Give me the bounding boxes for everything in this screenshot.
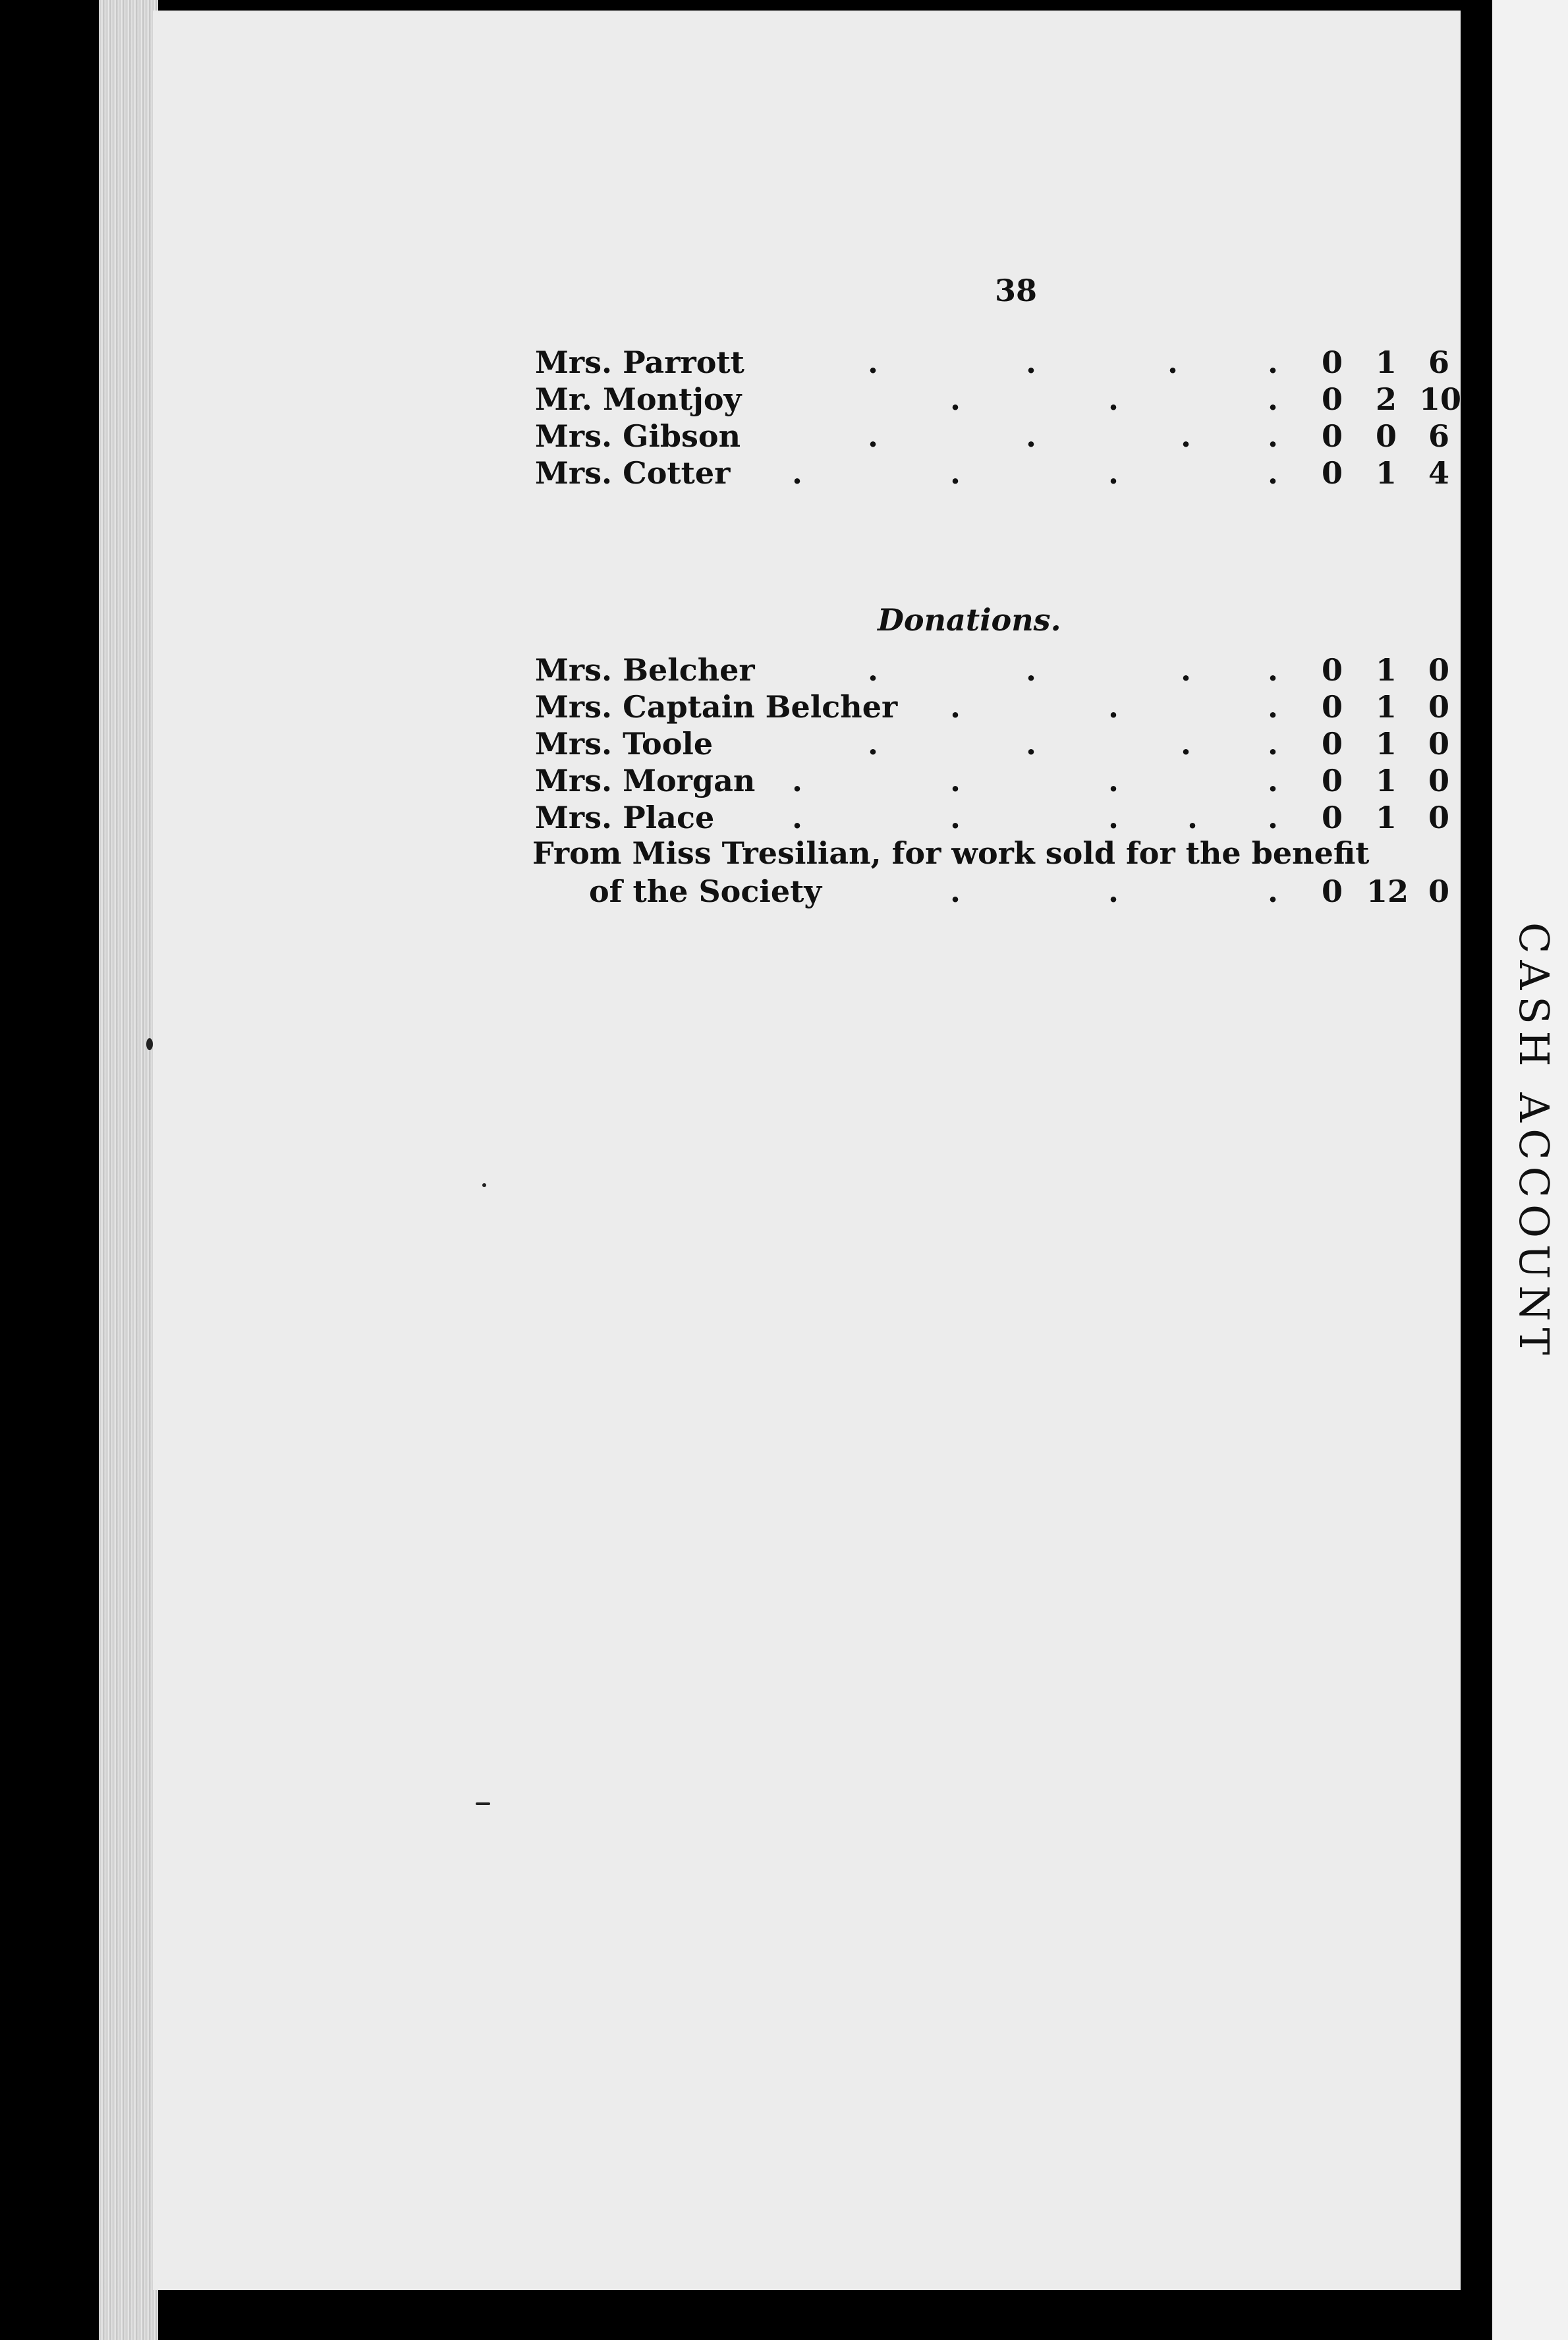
leader-dots: . . . .: [868, 652, 1279, 688]
page-number: 38: [994, 273, 1037, 308]
contributor-name: Mrs. Cotter: [535, 455, 731, 491]
amount-shillings: 1: [1375, 763, 1397, 798]
list-item: [535, 380, 1462, 418]
entry-description: From Miss Tresilian, for work sold for the benefit: [532, 835, 1370, 871]
amount-shillings: 1: [1375, 652, 1397, 688]
amount-shillings: 1: [1375, 726, 1397, 762]
amount-pence: 6: [1428, 418, 1449, 454]
amount-pence: 4: [1428, 455, 1449, 491]
leader-dots: . . . .: [868, 345, 1279, 380]
amount-pounds: 0: [1321, 381, 1343, 417]
contributor-name: Mrs. Belcher: [535, 652, 755, 688]
left-page: [153, 11, 1461, 2290]
leader-dots: . . . .: [868, 726, 1279, 762]
list-item: [535, 454, 1457, 492]
amount-pence: 0: [1428, 874, 1449, 909]
list-item: [535, 688, 1457, 726]
list-item: [535, 417, 1457, 455]
amount-pounds: 0: [1321, 652, 1343, 688]
amount-shillings: 1: [1375, 455, 1397, 491]
entry-description-continued: of the Society: [589, 874, 822, 909]
amount-pence: 0: [1428, 800, 1449, 835]
leader-dots: . . . . .: [792, 800, 1279, 835]
list-item: [535, 798, 1457, 837]
amount-pence: 6: [1428, 345, 1449, 380]
cash-account-heading: CASH ACCOUNT: [1510, 922, 1558, 1362]
contributor-name: Mrs. Gibson: [535, 418, 741, 454]
leader-dots: . . .: [950, 381, 1279, 417]
amount-pence: 0: [1428, 689, 1449, 725]
amount-shillings: 0: [1375, 418, 1397, 454]
amount-pounds: 0: [1321, 763, 1343, 798]
list-item: [535, 762, 1457, 800]
leader-dots: . . . .: [792, 763, 1279, 798]
list-item-line-1: [532, 834, 1457, 872]
amount-shillings: 12: [1366, 874, 1409, 909]
leader-dots: . . .: [950, 874, 1279, 909]
donations-heading: Donations.: [878, 602, 1061, 638]
list-item: [535, 725, 1457, 763]
contributor-name: Mrs. Toole: [535, 726, 714, 762]
amount-pounds: 0: [1321, 800, 1343, 835]
amount-pounds: 0: [1321, 874, 1343, 909]
list-item: [535, 651, 1457, 689]
amount-pence: 10: [1419, 381, 1462, 417]
amount-pounds: 0: [1321, 345, 1343, 380]
leader-dots: . . .: [950, 689, 1279, 725]
contributor-name: Mr. Montjoy: [535, 381, 742, 417]
amount-pence: 0: [1428, 763, 1449, 798]
ink-speck: [482, 1183, 486, 1187]
contributor-name: Mrs. Place: [535, 800, 715, 835]
amount-shillings: 2: [1375, 381, 1397, 417]
amount-pounds: 0: [1321, 418, 1343, 454]
amount-pounds: 0: [1321, 689, 1343, 725]
amount-pounds: 0: [1321, 726, 1343, 762]
amount-pounds: 0: [1321, 455, 1343, 491]
leader-dots: . . . .: [868, 418, 1279, 454]
amount-pence: 0: [1428, 726, 1449, 762]
book-page-edges: [99, 0, 158, 2340]
ink-speck: [146, 1038, 153, 1050]
gutter-shadow: [1474, 0, 1493, 2340]
show-through-text: [1128, 327, 1444, 2040]
contributor-name: Mrs. Morgan: [535, 763, 756, 798]
list-item: [535, 343, 1457, 381]
amount-shillings: 1: [1375, 800, 1397, 835]
amount-shillings: 1: [1375, 689, 1397, 725]
contributor-name: Mrs. Parrott: [535, 345, 744, 380]
ink-mark: [476, 1802, 490, 1805]
contributor-name: Mrs. Captain Belcher: [535, 689, 898, 725]
amount-pence: 0: [1428, 652, 1449, 688]
leader-dots: . . . .: [792, 455, 1279, 491]
list-item: [535, 872, 1457, 910]
amount-shillings: 1: [1375, 345, 1397, 380]
